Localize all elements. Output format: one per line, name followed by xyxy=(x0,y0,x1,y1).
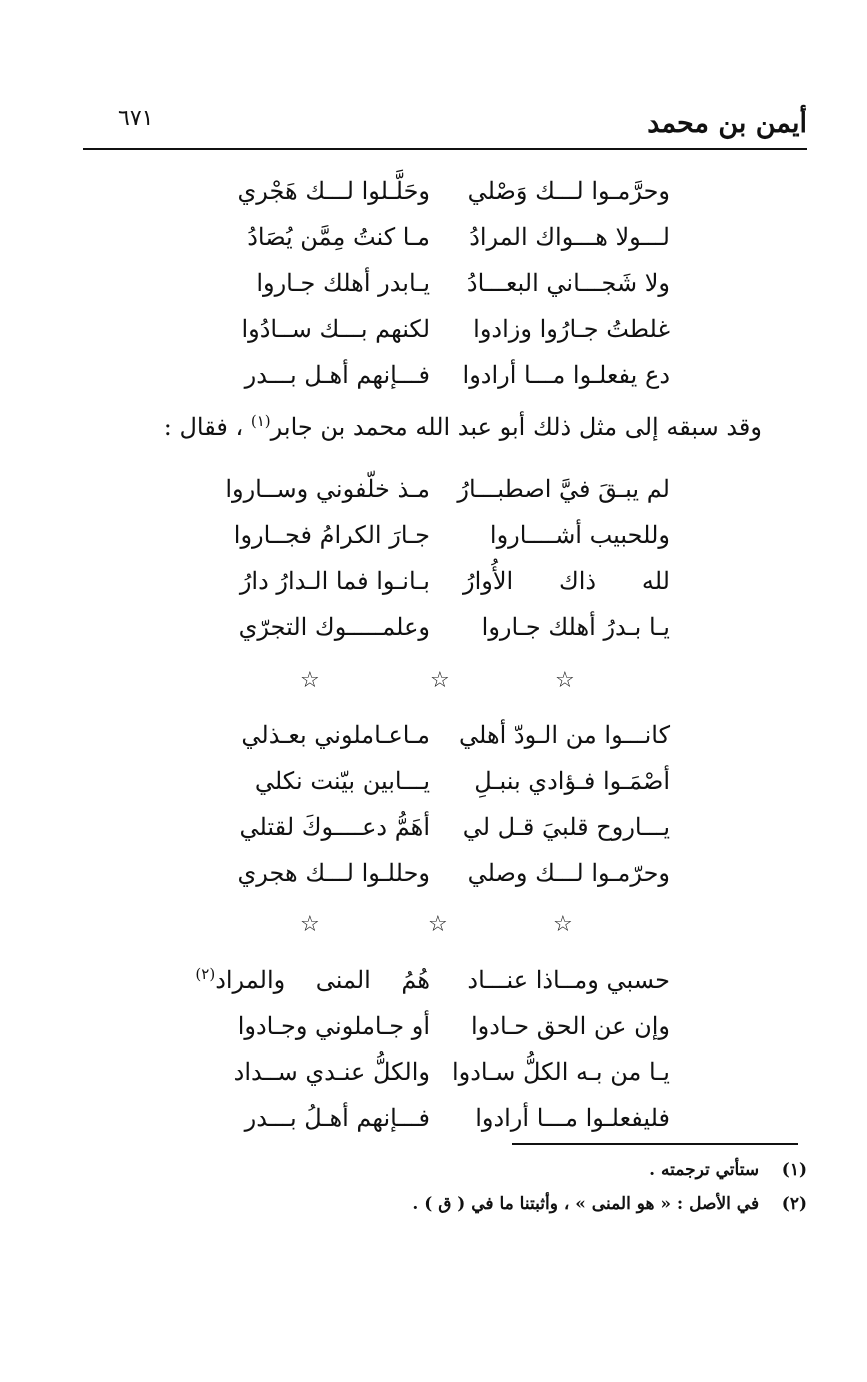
second-hemistich: وعلمـــــوك التجرّي xyxy=(238,613,430,641)
second-hemistich: مـذ خلّفوني وســاروا xyxy=(225,475,430,503)
verse-line xyxy=(200,466,670,512)
second-hemistich: يـــابين بيّنت نكلي xyxy=(254,767,430,795)
verse-line xyxy=(200,1049,670,1095)
first-hemistich: لم يبـقَ فيَّ اصطبـــارُ xyxy=(457,475,670,503)
star-icon: ☆ xyxy=(300,668,320,693)
first-hemistich: لـــولا هـــواك المرادُ xyxy=(469,223,670,251)
footnote-number: (٢) xyxy=(781,1194,807,1214)
first-hemistich: لله ذاك الأُوارُ xyxy=(462,567,670,595)
footnote-text: في الأصل : « هو المنى » ، وأثبتنا ما في ( ق ) . xyxy=(412,1194,760,1214)
star-icon: ☆ xyxy=(553,912,573,937)
second-hemistich: أو جـاملوني وجـادوا xyxy=(237,1012,430,1040)
verse-line xyxy=(200,214,670,260)
second-hemistich: يـابدر أهلك جـاروا xyxy=(256,269,430,297)
second-hemistich: بـانـوا فما الـدارُ دارُ xyxy=(239,567,430,595)
prose-paragraph xyxy=(164,404,762,450)
second-hemistich-text: هُمُ المنى والمراد xyxy=(215,966,430,994)
first-hemistich: وحرَّمـوا لـــك وَصْلي xyxy=(467,177,670,205)
verse-line xyxy=(195,957,670,1003)
verse-line xyxy=(200,758,670,804)
verse-line xyxy=(200,1003,670,1049)
footnote-marker: (١) xyxy=(250,412,271,430)
first-hemistich: وإن عن الحق حـادوا xyxy=(471,1012,670,1040)
header-rule xyxy=(83,148,807,150)
section-divider xyxy=(300,668,580,698)
second-hemistich: مـا كنتُ مِمَّن يُصَادُ xyxy=(247,223,430,251)
verse-line xyxy=(200,352,670,398)
verse-line xyxy=(200,512,670,558)
first-hemistich: يـا من بـه الكلُّ سـادوا xyxy=(451,1058,670,1086)
second-hemistich: لكنهم بـــك ســادُوا xyxy=(241,315,430,343)
star-icon: ☆ xyxy=(428,912,448,937)
star-icon: ☆ xyxy=(300,912,320,937)
second-hemistich: وحللـوا لـــك هجري xyxy=(237,859,430,887)
verse-line xyxy=(200,850,670,896)
footnote-marker: (٢) xyxy=(195,965,216,983)
second-hemistich: فـــإنهم أهـلُ بـــدر xyxy=(244,1104,430,1132)
first-hemistich: وحرّمـوا لـــك وصلي xyxy=(467,859,670,887)
first-hemistich: ولا شَجـــاني البعـــادُ xyxy=(466,269,670,297)
verse-line xyxy=(200,1095,670,1141)
verse-line xyxy=(200,604,670,650)
first-hemistich: يـــاروح قلبيَ قـل لي xyxy=(462,813,670,841)
first-hemistich: دع يفعلـوا مـــا أرادوا xyxy=(462,361,670,389)
second-hemistich: مـاعـاملوني بعـذلي xyxy=(241,721,430,749)
running-header-title: أيمن بن محمد xyxy=(647,108,807,139)
verse-line xyxy=(200,260,670,306)
first-hemistich: حسبي ومــاذا عنـــاد xyxy=(467,966,670,994)
verse-line xyxy=(200,306,670,352)
first-hemistich: فليفعلـوا مـــا أرادوا xyxy=(475,1104,670,1132)
first-hemistich: غلطتُ جـارُوا وزادوا xyxy=(473,315,670,343)
footnote-rule xyxy=(512,1143,798,1145)
footnote xyxy=(187,1156,807,1184)
verse-line xyxy=(200,804,670,850)
first-hemistich: أصْمَـوا فـؤادي بنبـلِ xyxy=(474,767,670,795)
footnote-text: ستأتي ترجمته . xyxy=(649,1160,760,1180)
prose-text: وقد سبقه إلى مثل ذلك أبو عبد الله محمد بن جابر xyxy=(270,413,762,441)
verse-line xyxy=(200,168,670,214)
first-hemistich: يـا بـدرُ أهلك جـاروا xyxy=(481,613,670,641)
second-hemistich: والكلُّ عنـدي ســداد xyxy=(233,1058,430,1086)
first-hemistich: كانـــوا من الـودّ أهلي xyxy=(459,721,670,749)
page-number: ٦٧١ xyxy=(118,106,154,131)
verse-line xyxy=(200,558,670,604)
second-hemistich: وحَلَّـلوا لـــك هَجْري xyxy=(237,177,430,205)
footnote-number: (١) xyxy=(781,1160,807,1180)
second-hemistich xyxy=(195,957,430,1003)
first-hemistich: وللحبيب أشــــاروا xyxy=(489,521,670,549)
star-icon: ☆ xyxy=(430,668,450,693)
second-hemistich: جـارَ الكرامُ فجــاروا xyxy=(233,521,430,549)
second-hemistich: أهَمُّ دعــــوكَ لقتلي xyxy=(239,813,430,841)
prose-tail: ، فقال : xyxy=(163,413,251,441)
second-hemistich: فـــإنهم أهـل بـــدر xyxy=(244,361,430,389)
footnote xyxy=(187,1190,807,1218)
verse-line xyxy=(200,712,670,758)
star-icon: ☆ xyxy=(555,668,575,693)
section-divider xyxy=(300,912,580,942)
